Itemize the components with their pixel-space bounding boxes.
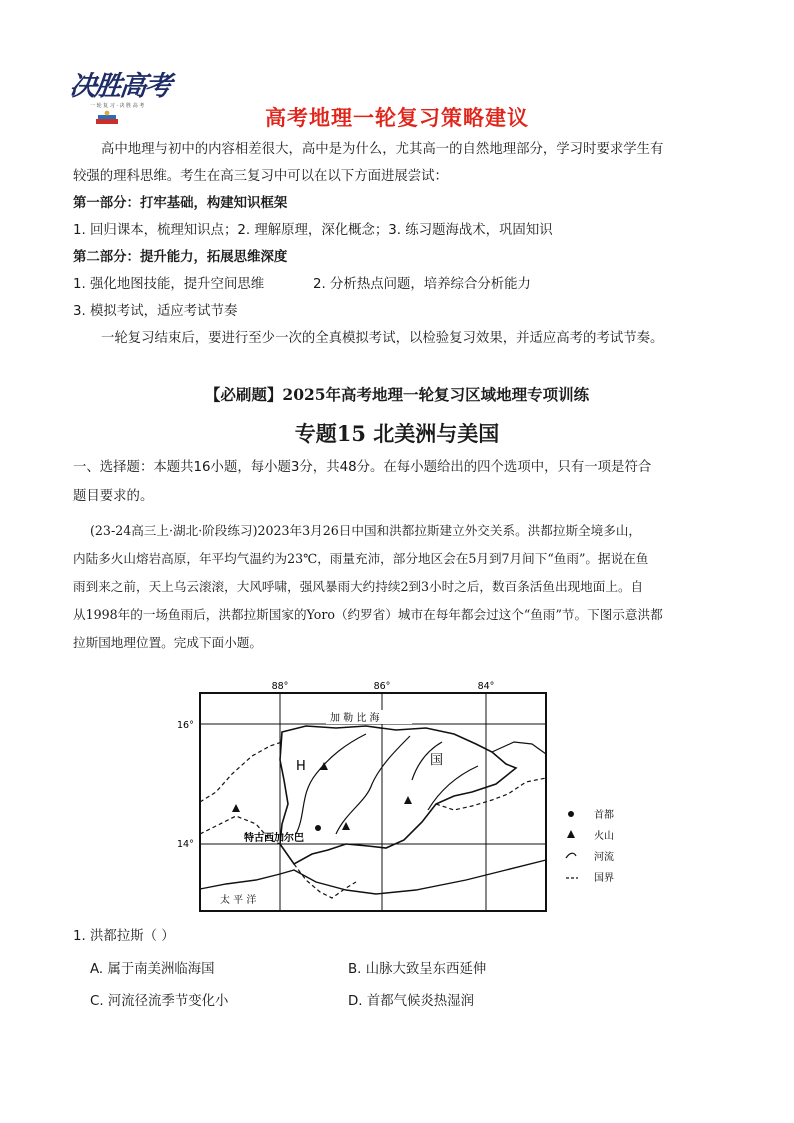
lat-label-16: 16° bbox=[177, 720, 194, 731]
option-b[interactable] bbox=[348, 958, 486, 977]
logo-subtitle: 一 轮 复 习 · 决 胜 高 考 bbox=[90, 103, 145, 109]
country-label-h: H bbox=[296, 759, 306, 774]
legend-capital-icon bbox=[568, 811, 574, 817]
lat-label-14: 14° bbox=[177, 839, 194, 850]
option-text: 首都气候炎热湿润 bbox=[366, 994, 474, 1009]
pacific-ocean-label: 太 平 洋 bbox=[220, 895, 257, 906]
passage-line-5: 拉斯国地理位置。完成下面小题。 bbox=[73, 635, 262, 650]
legend-river-label: 河流 bbox=[594, 852, 614, 863]
instructions-line-2: 题目要求的。 bbox=[73, 489, 154, 504]
country-label-guo: 国 bbox=[430, 753, 444, 768]
lon-label-86: 86° bbox=[373, 681, 391, 692]
part2-item-2: 2. 分析热点问题，培养综合分析能力 bbox=[313, 277, 531, 292]
question-stem: 1. 洪都拉斯（ ） bbox=[73, 929, 175, 944]
intro-closing: 一轮复习结束后，要进行至少一次的全真模拟考试，以检验复习效果，并适应高考的考试节奏。 bbox=[101, 331, 664, 346]
capital-label: 特古西加尔巴 bbox=[244, 833, 304, 844]
caribbean-sea-label: 加 勒 比 海 bbox=[330, 713, 380, 724]
option-a[interactable] bbox=[90, 958, 215, 977]
option-key: A. bbox=[90, 962, 104, 977]
capital-dot-icon bbox=[315, 825, 321, 831]
legend-volcano-icon bbox=[567, 830, 575, 838]
legend-river-icon bbox=[566, 853, 576, 858]
part1-items: 1. 回归课本，梳理知识点；2. 理解原理，深化概念；3. 练习题海战术，巩固知识 bbox=[73, 223, 553, 238]
logo-text: 决胜高考 bbox=[68, 71, 172, 102]
lon-label-84: 84° bbox=[477, 681, 495, 692]
option-text: 河流径流季节变化小 bbox=[107, 994, 229, 1009]
honduras-map bbox=[177, 681, 748, 914]
passage-line-3: 雨到来之前，天上乌云滚滚，大风呼啸，强风暴雨大约持续2到3小时之后，数百条活鱼出现地面上。自 bbox=[73, 579, 644, 594]
exam-series-title: 【必刷题】2025年高考地理一轮复习区域地理专项训练 bbox=[204, 385, 590, 404]
part2-item-3: 3. 模拟考试，适应考试节奏 bbox=[73, 304, 238, 319]
lon-label-88: 88° bbox=[271, 681, 289, 692]
option-text: 属于南美洲临海国 bbox=[107, 962, 215, 977]
part1-heading: 第一部分：打牢基础，构建知识框架 bbox=[73, 196, 288, 211]
passage-line-1: (23-24高三上·湖北·阶段练习)2023年3月26日中国和洪都拉斯建立外交关系。洪都拉斯全境多山， bbox=[90, 523, 642, 538]
intro-line-1: 高中地理与初中的内容相差很大，高中是为什么，尤其高一的自然地理部分，学习时要求学生有 bbox=[101, 142, 664, 157]
option-c[interactable] bbox=[90, 990, 228, 1009]
page-title: 高考地理一轮复习策略建议 bbox=[265, 106, 529, 130]
option-key: D. bbox=[348, 994, 363, 1009]
passage-line-4: 从1998年的一场鱼雨后，洪都拉斯国家的Yoro（约罗省）城市在每年都会过这个“鱼雨”节。下图示意洪都 bbox=[73, 607, 663, 622]
option-d[interactable] bbox=[348, 990, 474, 1009]
map-frame bbox=[200, 693, 546, 911]
passage-line-2: 内陆多火山熔岩高原，年平均气温约为23℃，雨量充沛，部分地区会在5月到7月间下“鱼雨”。据说在鱼 bbox=[73, 551, 649, 566]
option-text: 山脉大致呈东西延伸 bbox=[365, 962, 487, 977]
exam-topic-title: 专题15 北美洲与美国 bbox=[294, 421, 500, 446]
instructions-line-1: 一、选择题：本题共16小题，每小题3分，共48分。在每小题给出的四个选项中，只有一项是符合 bbox=[73, 460, 652, 475]
part2-item-1: 1. 强化地图技能，提升空间思维 bbox=[73, 277, 265, 292]
option-key: C. bbox=[90, 994, 104, 1009]
legend-border-label: 国界 bbox=[594, 873, 614, 884]
legend-capital-label: 首都 bbox=[594, 810, 614, 821]
legend-volcano-label: 火山 bbox=[594, 831, 614, 842]
intro-line-2: 较强的理科思维。考生在高三复习中可以在以下方面进展尝试： bbox=[73, 169, 448, 184]
option-key: B. bbox=[348, 962, 362, 977]
part2-heading: 第二部分：提升能力，拓展思维深度 bbox=[73, 250, 288, 265]
